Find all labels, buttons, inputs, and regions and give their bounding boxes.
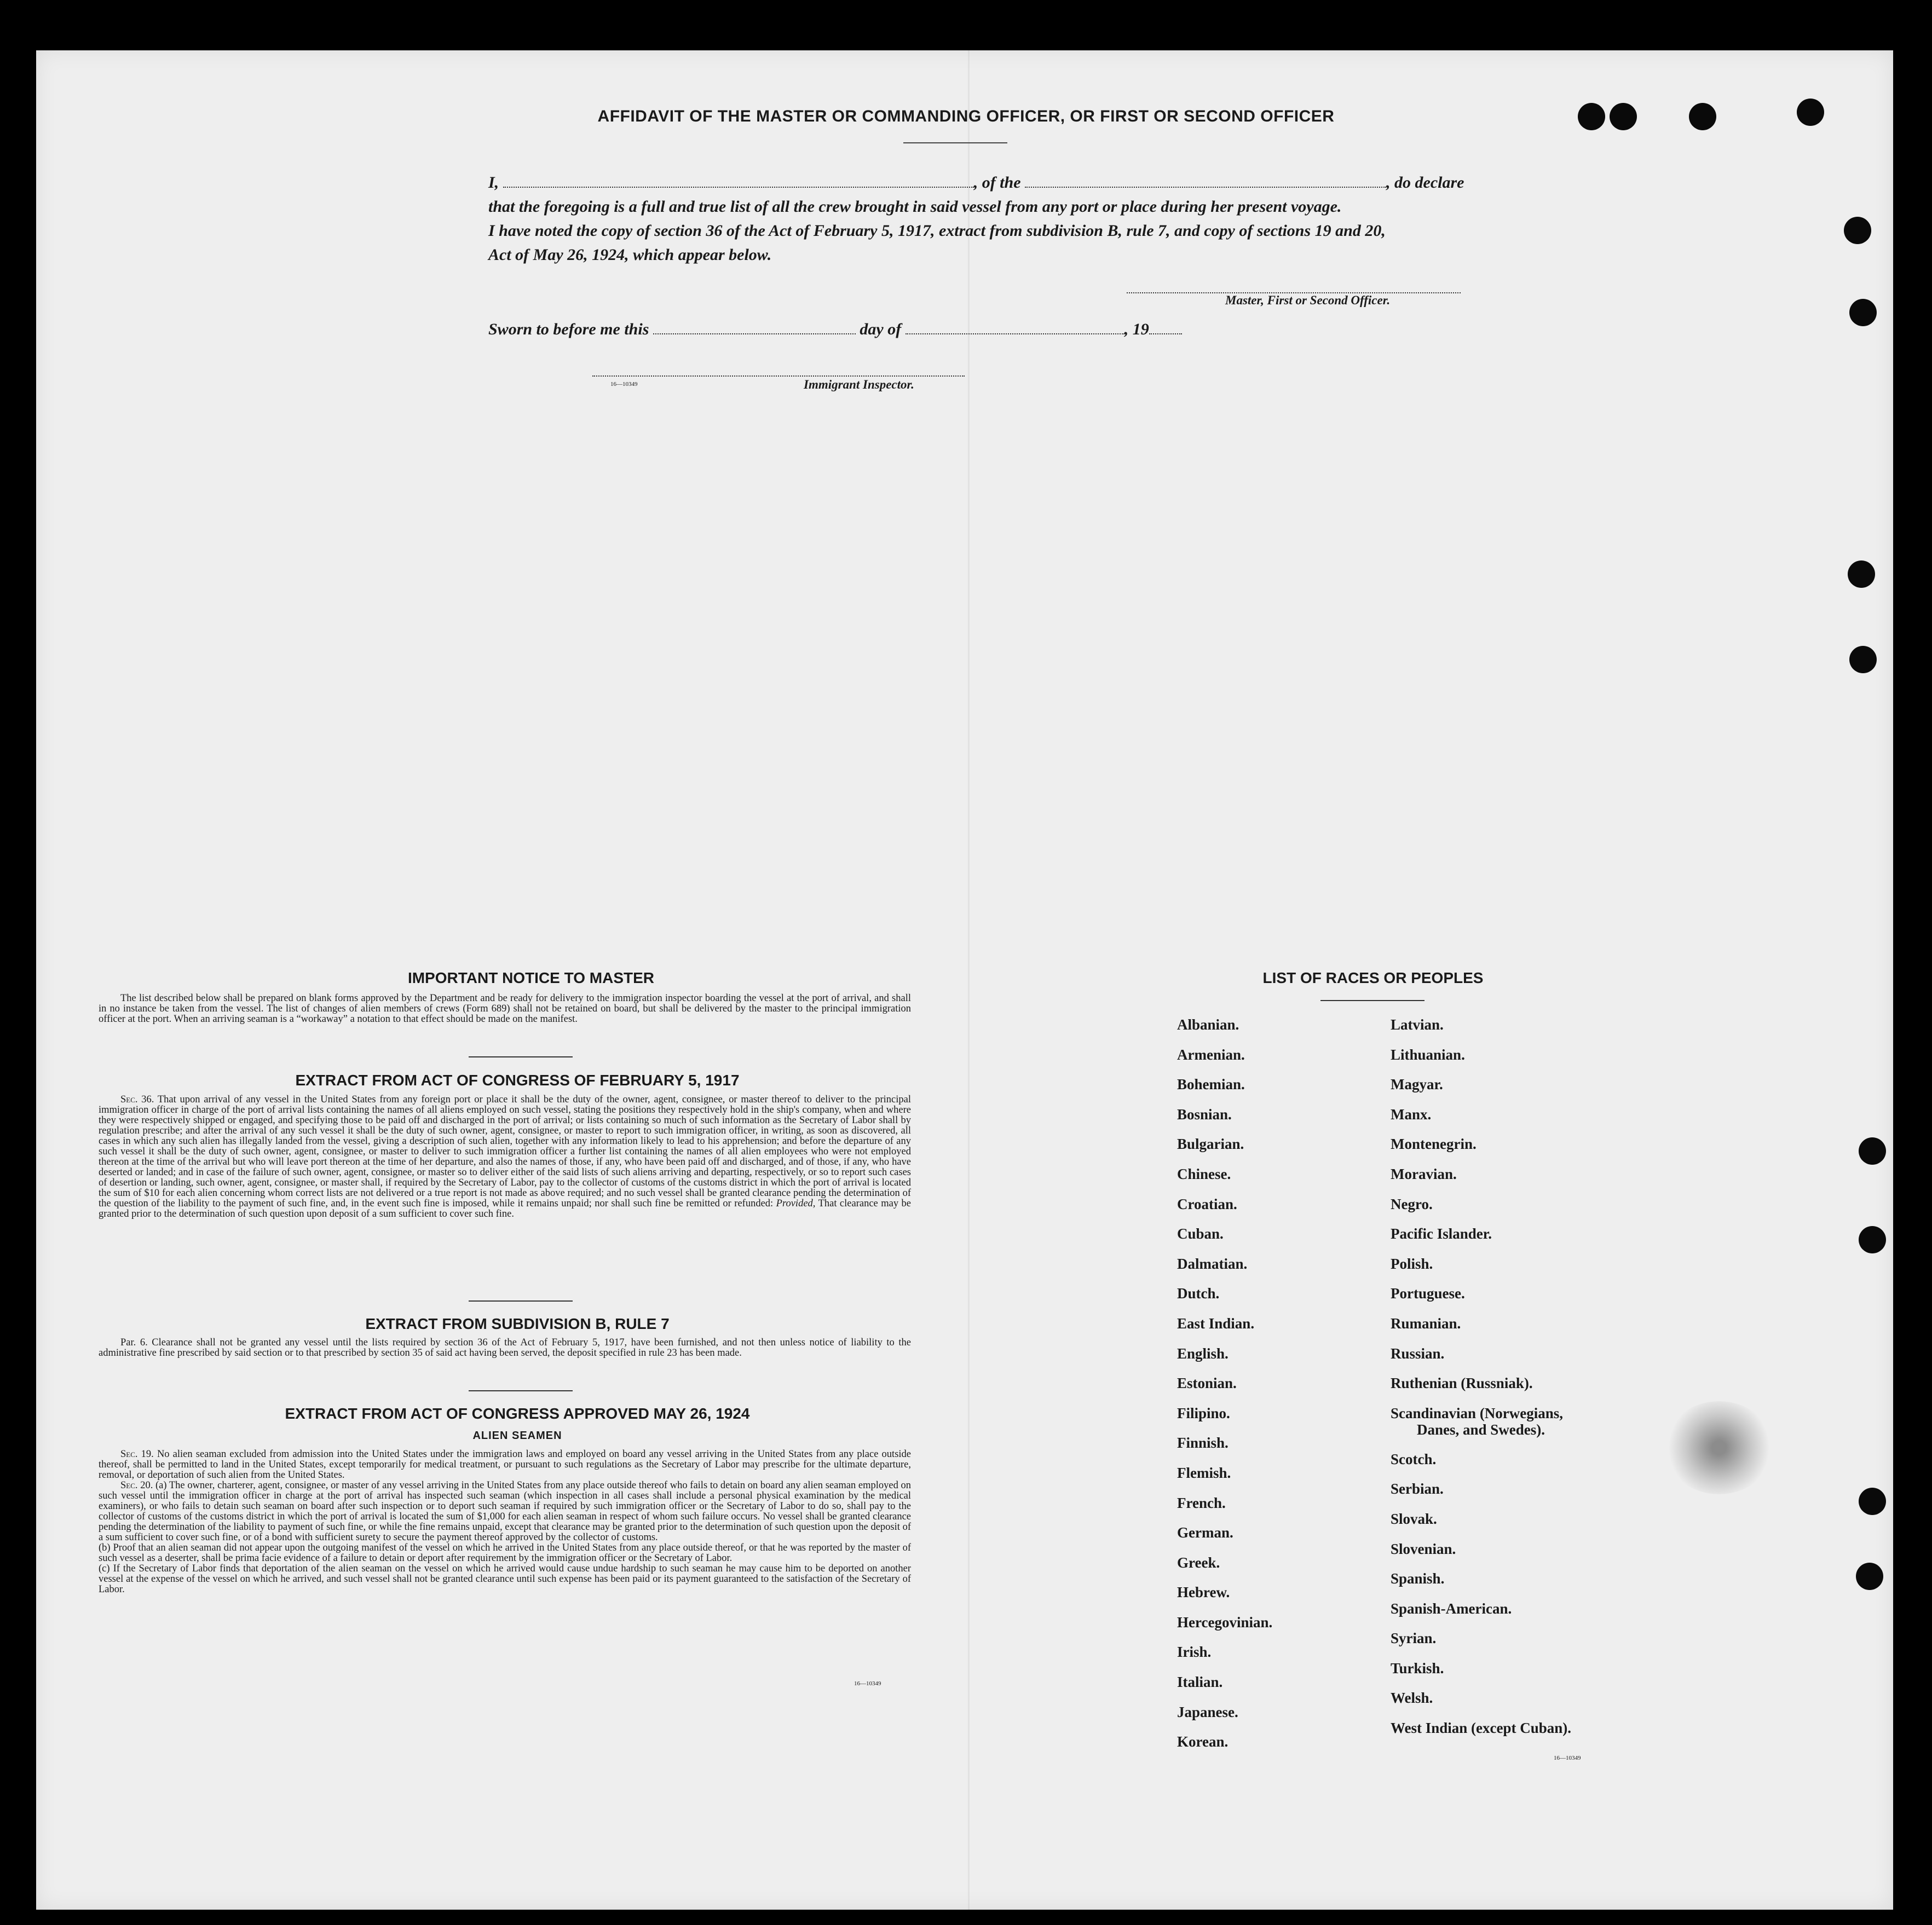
race-item: Bohemian. (1177, 1076, 1245, 1093)
race-item: Hebrew. (1177, 1584, 1230, 1601)
master-signature-line[interactable] (1127, 280, 1461, 293)
sworn-year-field[interactable] (1149, 321, 1182, 334)
inspector-signature-line[interactable] (592, 363, 965, 377)
race-item: Polish. (1391, 1255, 1433, 1272)
race-item: Bosnian. (1177, 1106, 1232, 1123)
extract-1924-title: EXTRACT FROM ACT OF CONGRESS APPROVED MAY 26, 1924 (285, 1405, 750, 1422)
inspector-signature-label: Immigrant Inspector. (804, 378, 914, 391)
race-item: Serbian. (1391, 1481, 1444, 1498)
race-item: Irish. (1177, 1644, 1212, 1661)
declaration-line-3: I have noted the copy of section 36 of the Act of February 5, 1917, extract from subdivision B, rule 7, and copy of sections 19 and 20, (488, 222, 1386, 240)
race-item: English. (1177, 1345, 1229, 1362)
races-left-column (1177, 1010, 1272, 1757)
race-item: Hercegovinian. (1177, 1614, 1273, 1631)
binder-hole (1859, 1137, 1886, 1165)
race-item: East Indian. (1177, 1315, 1255, 1332)
race-item: Greek. (1177, 1554, 1220, 1571)
race-item: Filipino. (1177, 1404, 1230, 1421)
sec-20c-text: (c) If the Secretary of Labor finds that deportation of the alien seaman on the vessel on which he arrived would cause undue hardship to such seaman he may cause him to be deported on another vessel at the expense of the vessel on which he arrived, and such vessel shall not be granted clearance until such expense has been paid or its payment guaranteed to the satisfaction of the Secretary of Labor. (99, 1563, 911, 1595)
race-item: Korean. (1177, 1733, 1229, 1750)
notice-title: IMPORTANT NOTICE TO MASTER (407, 969, 655, 986)
sworn-line (488, 317, 1255, 342)
binder-hole (1849, 299, 1877, 326)
sec-19-text: No alien seaman excluded from admission into the United States under the immigration laws and employed on board any vessel arriving in the United States from any place outside thereof, shall be permitted to land in the United States, except temporarily for medical treatment, or pursuant to such regulations as the Secretary of Labor may prescribe for the ultimate departure, removal, or deportation of such alien from the United States. (99, 1449, 911, 1481)
race-item: Flemish. (1177, 1464, 1231, 1481)
binder-hole (1849, 646, 1877, 673)
races-title-underline (1320, 1000, 1425, 1001)
race-item: Rumanian. (1391, 1315, 1461, 1332)
race-item: Japanese. (1177, 1703, 1238, 1720)
section-divider (469, 1300, 573, 1302)
race-item: Lithuanian. (1391, 1046, 1465, 1063)
day-of-label: day of (860, 320, 902, 338)
master-signature-label: Master, First or Second Officer. (1225, 293, 1391, 307)
race-item: Slovak. (1391, 1510, 1437, 1527)
race-item: Montenegrin. (1391, 1136, 1477, 1153)
sworn-day-field[interactable] (653, 321, 856, 334)
binder-hole (1848, 560, 1875, 588)
vessel-field[interactable] (1025, 175, 1386, 188)
race-item: Albanian. (1177, 1016, 1239, 1033)
of-the-label: , of the (973, 174, 1021, 192)
affidavit-title: AFFIDAVIT OF THE MASTER OR COMMANDING OFFICER, OR FIRST OR SECOND OFFICER (597, 107, 1335, 125)
sec-20a-text: (a) The owner, charterer, agent, consignee, or master of any vessel arriving in the United States from any place outside thereof who fails to detain on board any alien seaman employed on such vessel until the immigration officer in charge at the port of arrival has inspected such seaman (which inspection in all cases shall include a personal physical examination by the medical examiners), or who fails to detain such seaman on board after such inspection or to deport such seaman if required by such immigration officer or the Secretary of Labor to do so, shall pay to the collector of customs of the customs district in which the port of arrival is located the sum of $1,000 for each alien seaman in respect of whom such failure occurs. No vessel shall be granted clearance pending the determination of the liability to payment of such fine, or while the fine remains unpaid, except that clearance may be granted prior to the determination of such question upon the deposit of a sum sufficient to cover such fine, or of a bond with sufficient surety to secure the payment thereof approved by the collector of customs. (99, 1480, 912, 1543)
year-label: , 19 (1124, 320, 1149, 338)
race-item: Dutch. (1177, 1285, 1220, 1302)
extract-1917-text (99, 1095, 911, 1219)
race-item: Ruthenian (Russniak). (1391, 1375, 1533, 1392)
race-item: Negro. (1391, 1195, 1433, 1212)
race-item: Welsh. (1391, 1690, 1433, 1707)
alien-seamen-subtitle: ALIEN SEAMEN (472, 1430, 562, 1442)
race-item: German. (1177, 1524, 1233, 1541)
sec-20b-text: (b) Proof that an alien seaman did not appear upon the outgoing manifest of the vessel on which he arrived in the United States from any place outside thereof, or that he was reported by the master of such vessel as a deserter, shall be prima facie evidence of a failure to detain or deport after requirement by the immigration officer or the Secretary of Labor. (99, 1542, 911, 1564)
section-divider (469, 1390, 573, 1391)
sec-19-label: Sec. 19. (120, 1449, 154, 1460)
extract-1924-text (99, 1449, 911, 1595)
name-field[interactable] (503, 175, 974, 188)
sworn-month-field[interactable] (906, 321, 1124, 334)
race-item: Spanish-American. (1391, 1600, 1512, 1617)
race-item: West Indian (except Cuban). (1391, 1720, 1572, 1737)
race-item: French. (1177, 1494, 1226, 1511)
subdivision-paragraph: Par. 6. Clearance shall not be granted any vessel until the lists required by section 36 of the Act of February 5, 1917, have been furnished, and not then unless notice of liability to the administrative fine prescribed by said section or to that prescribed by section 35 of said act having been served, the deposit specified in rule 23 has been made. (99, 1337, 911, 1359)
binder-hole (1844, 217, 1871, 244)
races-form-number: 16—10349 (1554, 1755, 1581, 1761)
race-item: Chinese. (1177, 1165, 1231, 1182)
declaration-line-4: Act of May 26, 1924, which appear below. (488, 246, 772, 264)
notice-text (99, 993, 911, 1025)
race-item: Pacific Islander. (1391, 1225, 1492, 1242)
binder-hole (1859, 1488, 1886, 1515)
title-underline (903, 142, 1007, 143)
race-item: Syrian. (1391, 1630, 1437, 1647)
declaration-line-2: that the foregoing is a full and true list of all the crew brought in said vessel from any port or place during her present voyage. (488, 198, 1342, 216)
race-item: Croatian. (1177, 1195, 1237, 1212)
sec-36-text-end: That clearance may be granted prior to the determination of such question upon deposit of a sum sufficient to cover such fine. (99, 1198, 912, 1219)
race-item: Moravian. (1391, 1165, 1457, 1182)
race-item: Scandinavian (Norwegians, (1391, 1404, 1564, 1421)
sworn-label: Sworn to before me this (488, 320, 649, 338)
race-item: Scotch. (1391, 1450, 1437, 1467)
race-item: Armenian. (1177, 1046, 1245, 1063)
race-item: Portuguese. (1391, 1285, 1465, 1302)
ink-stain (1664, 1401, 1774, 1494)
race-item: Magyar. (1391, 1076, 1443, 1093)
race-item: Bulgarian. (1177, 1136, 1244, 1153)
sec-20-label: Sec. 20. (120, 1480, 153, 1491)
race-item: Turkish. (1391, 1660, 1444, 1677)
provided-word: Provided, (776, 1198, 816, 1209)
extract-form-number: 16—10349 (854, 1680, 881, 1687)
race-item: Dalmatian. (1177, 1255, 1248, 1272)
do-declare-label: , do declare (1386, 174, 1464, 192)
subdivision-text (99, 1338, 911, 1359)
binder-hole (1856, 1563, 1883, 1590)
race-item: Finnish. (1177, 1435, 1229, 1452)
race-item: Spanish. (1391, 1570, 1445, 1587)
race-item: Estonian. (1177, 1375, 1237, 1392)
race-item: Danes, and Swedes). (1417, 1421, 1545, 1438)
race-item: Russian. (1391, 1345, 1445, 1362)
binder-hole (1859, 1226, 1886, 1253)
race-item: Latvian. (1391, 1016, 1444, 1033)
affidavit-form-number: 16—10349 (610, 381, 638, 388)
race-item: Manx. (1391, 1106, 1432, 1123)
declaration-i: I, (488, 174, 499, 192)
races-title: LIST OF RACES OR PEOPLES (1262, 969, 1484, 986)
sec-36-label: Sec. 36. (120, 1094, 154, 1105)
sec-36-text: That upon arrival of any vessel in the United States from any foreign port or place it shall be the duty of the owner, agent, consignee, or master thereof to deliver to the principal immigration officer in charge of the port of arrival lists containing the names of all aliens employed on such vessel, stating the positions they respectively hold in the ship's company, when and where they were respectively shipped or engaged, and specifying those to be paid off and discharged in the port of arrival; or lists containing so much of such information as the Secretary of Labor shall by regulation prescribe; and after the arrival of any such vessel it shall be the duty of such owner, agent, consignee, or master to report to such immigration officer, in writing, as soon as discovered, all cases in which any such alien has illegally landed from the vessel, giving a description of such alien, together with any information likely to lead to his apprehension; and before the departure of any such vessel it shall be the duty of such owner, agent, consignee, or master to deliver to such immigration officer a further list containing the names of all alien employees who were not employed thereon at the time of the arrival but who will leave port thereon at the time of her departure, and also the names of those, if any, who have been paid off and discharged, and of those, if any, who have deserted or landed; and in case of the failure of such owner, agent, consignee, or master so to deliver either of the said lists of such aliens arriving and departing, respectively, or so to report such cases of desertion or landing, such owner, agent, consignee, or master shall, if required by the Secretary of Labor, pay to the collector of customs of the customs district in which the port of arrival is located the sum of $10 for each alien concerning whom correct lists are not delivered or a true report is not made as above required; and no such vessel shall be granted clearance pending the determination of the question of the liability to the payment of such fine, and, in the event such fine is imposed, while it remains unpaid; nor shall such fine be remitted or refunded: (99, 1094, 912, 1209)
race-item: Italian. (1177, 1674, 1223, 1691)
race-item: Slovenian. (1391, 1540, 1456, 1557)
extract-1917-title: EXTRACT FROM ACT OF CONGRESS OF FEBRUARY 5, 1917 (295, 1072, 740, 1089)
notice-paragraph: The list described below shall be prepared on blank forms approved by the Department and be ready for delivery to the immigration inspector boarding the vessel at the port of arrival, and shall in no instance be taken from the vessel. The list of changes of alien members of crews (Form 689) shall not be retained on board, but shall be delivered by the master to the principal immigration officer at the port. When an arriving seaman is a “workaway” a notation to that effect should be made on the manifest. (99, 993, 911, 1025)
subdivision-title: EXTRACT FROM SUBDIVISION B, RULE 7 (365, 1315, 670, 1332)
race-item: Cuban. (1177, 1225, 1224, 1242)
races-right-column (1391, 1010, 1571, 1743)
declaration-line-1 (488, 171, 1485, 195)
section-divider (469, 1056, 573, 1057)
declaration (488, 171, 1485, 267)
